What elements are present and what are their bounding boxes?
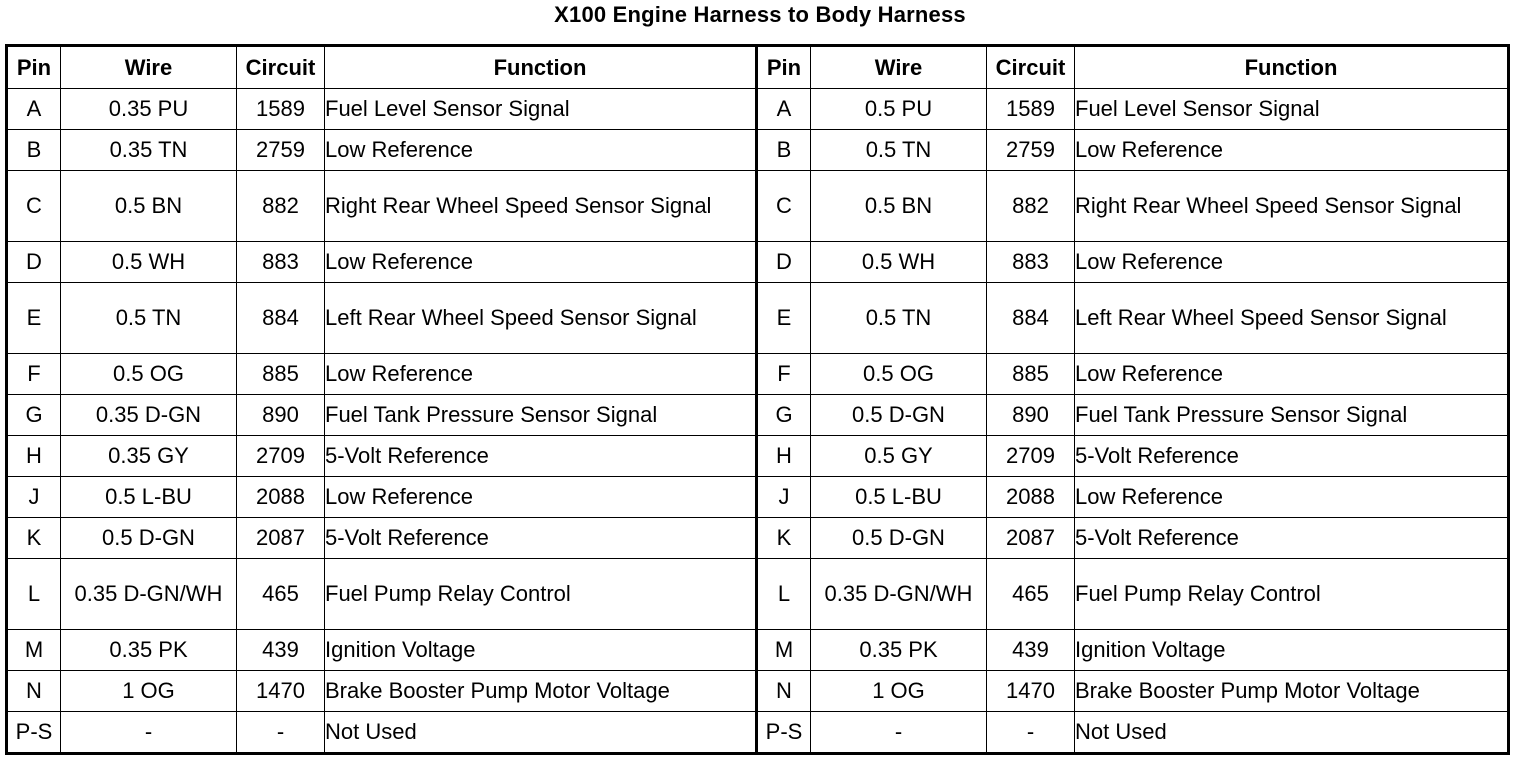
pin-cell: B <box>757 130 811 171</box>
wire-cell: 0.35 D-GN/WH <box>811 559 987 630</box>
circuit-cell: 885 <box>987 354 1075 395</box>
table-row <box>7 559 1509 630</box>
function-cell: Right Rear Wheel Speed Sensor Signal <box>325 171 757 242</box>
circuit-cell: - <box>237 712 325 754</box>
table-row <box>7 712 1509 754</box>
function-cell: Ignition Voltage <box>325 630 757 671</box>
header-function: Function <box>1075 46 1509 89</box>
wire-cell: 0.5 D-GN <box>811 518 987 559</box>
function-cell: Low Reference <box>1075 354 1509 395</box>
pin-cell: C <box>7 171 61 242</box>
wire-cell: 0.5 L-BU <box>61 477 237 518</box>
function-cell: Right Rear Wheel Speed Sensor Signal <box>1075 171 1509 242</box>
connector-pinout-table <box>5 44 1510 755</box>
circuit-cell: 1470 <box>237 671 325 712</box>
table-row <box>7 477 1509 518</box>
function-cell: Low Reference <box>325 477 757 518</box>
function-cell: Fuel Tank Pressure Sensor Signal <box>325 395 757 436</box>
table-row <box>7 171 1509 242</box>
wire-cell: 0.35 PU <box>61 89 237 130</box>
wire-cell: 0.35 PK <box>811 630 987 671</box>
wire-cell: 0.5 TN <box>811 283 987 354</box>
wire-cell: 0.35 D-GN <box>61 395 237 436</box>
header-function: Function <box>325 46 757 89</box>
function-cell: Low Reference <box>1075 130 1509 171</box>
pin-cell: M <box>757 630 811 671</box>
table-row <box>7 518 1509 559</box>
header-circuit: Circuit <box>237 46 325 89</box>
circuit-cell: 2088 <box>237 477 325 518</box>
circuit-cell: 890 <box>237 395 325 436</box>
pin-cell: E <box>757 283 811 354</box>
circuit-cell: 885 <box>237 354 325 395</box>
function-cell: Low Reference <box>1075 477 1509 518</box>
pin-cell: D <box>757 242 811 283</box>
wire-cell: 0.5 WH <box>61 242 237 283</box>
circuit-cell: 439 <box>987 630 1075 671</box>
table-row <box>7 354 1509 395</box>
wire-cell: 0.35 D-GN/WH <box>61 559 237 630</box>
wire-cell: 0.5 BN <box>61 171 237 242</box>
function-cell: Low Reference <box>325 354 757 395</box>
wire-cell: 0.35 PK <box>61 630 237 671</box>
wire-cell: 0.5 OG <box>61 354 237 395</box>
circuit-cell: 883 <box>987 242 1075 283</box>
function-cell: Fuel Pump Relay Control <box>1075 559 1509 630</box>
circuit-cell: 1589 <box>237 89 325 130</box>
header-row <box>7 46 1509 89</box>
circuit-cell: 2087 <box>987 518 1075 559</box>
circuit-cell: 884 <box>987 283 1075 354</box>
function-cell: Left Rear Wheel Speed Sensor Signal <box>325 283 757 354</box>
table-row <box>7 630 1509 671</box>
pin-cell: K <box>757 518 811 559</box>
function-cell: Not Used <box>1075 712 1509 754</box>
pin-cell: H <box>7 436 61 477</box>
circuit-cell: 890 <box>987 395 1075 436</box>
pin-cell: L <box>7 559 61 630</box>
pin-cell: A <box>757 89 811 130</box>
circuit-cell: 2759 <box>237 130 325 171</box>
pin-cell: D <box>7 242 61 283</box>
function-cell: Fuel Tank Pressure Sensor Signal <box>1075 395 1509 436</box>
table-row <box>7 242 1509 283</box>
circuit-cell: 884 <box>237 283 325 354</box>
table-row <box>7 130 1509 171</box>
function-cell: Brake Booster Pump Motor Voltage <box>1075 671 1509 712</box>
pin-cell: G <box>757 395 811 436</box>
circuit-cell: 2709 <box>987 436 1075 477</box>
pin-cell: C <box>757 171 811 242</box>
wire-cell: - <box>61 712 237 754</box>
pin-cell: B <box>7 130 61 171</box>
pin-cell: P-S <box>757 712 811 754</box>
header-wire: Wire <box>811 46 987 89</box>
wire-cell: 0.5 WH <box>811 242 987 283</box>
table-row <box>7 395 1509 436</box>
pin-cell: N <box>7 671 61 712</box>
circuit-cell: 882 <box>987 171 1075 242</box>
function-cell: Low Reference <box>325 130 757 171</box>
header-wire: Wire <box>61 46 237 89</box>
pin-cell: M <box>7 630 61 671</box>
pin-cell: F <box>757 354 811 395</box>
wire-cell: 0.5 L-BU <box>811 477 987 518</box>
circuit-cell: 2709 <box>237 436 325 477</box>
table-row <box>7 283 1509 354</box>
function-cell: 5-Volt Reference <box>1075 518 1509 559</box>
function-cell: Ignition Voltage <box>1075 630 1509 671</box>
circuit-cell: 2088 <box>987 477 1075 518</box>
header-circuit: Circuit <box>987 46 1075 89</box>
pin-cell: J <box>7 477 61 518</box>
wire-cell: 0.5 GY <box>811 436 987 477</box>
table-row <box>7 671 1509 712</box>
wire-cell: 0.5 TN <box>61 283 237 354</box>
table-title: X100 Engine Harness to Body Harness <box>554 2 966 27</box>
function-cell: Not Used <box>325 712 757 754</box>
wire-cell: - <box>811 712 987 754</box>
circuit-cell: 1589 <box>987 89 1075 130</box>
circuit-cell: 2087 <box>237 518 325 559</box>
wire-cell: 0.5 PU <box>811 89 987 130</box>
circuit-cell: 1470 <box>987 671 1075 712</box>
pin-cell: N <box>757 671 811 712</box>
wire-cell: 1 OG <box>811 671 987 712</box>
table-row <box>7 436 1509 477</box>
wire-cell: 0.35 GY <box>61 436 237 477</box>
wire-cell: 0.5 D-GN <box>61 518 237 559</box>
pin-cell: E <box>7 283 61 354</box>
circuit-cell: 2759 <box>987 130 1075 171</box>
pin-cell: L <box>757 559 811 630</box>
function-cell: Brake Booster Pump Motor Voltage <box>325 671 757 712</box>
pin-cell: H <box>757 436 811 477</box>
function-cell: Fuel Level Sensor Signal <box>1075 89 1509 130</box>
table-row <box>7 89 1509 130</box>
wire-cell: 0.5 BN <box>811 171 987 242</box>
circuit-cell: 465 <box>987 559 1075 630</box>
function-cell: 5-Volt Reference <box>325 436 757 477</box>
function-cell: Left Rear Wheel Speed Sensor Signal <box>1075 283 1509 354</box>
pin-cell: K <box>7 518 61 559</box>
function-cell: Low Reference <box>1075 242 1509 283</box>
pin-cell: A <box>7 89 61 130</box>
pin-cell: P-S <box>7 712 61 754</box>
wire-cell: 0.35 TN <box>61 130 237 171</box>
circuit-cell: 439 <box>237 630 325 671</box>
pin-cell: F <box>7 354 61 395</box>
header-pin: Pin <box>757 46 811 89</box>
wire-cell: 1 OG <box>61 671 237 712</box>
wire-cell: 0.5 OG <box>811 354 987 395</box>
header-pin: Pin <box>7 46 61 89</box>
function-cell: 5-Volt Reference <box>325 518 757 559</box>
table-body <box>7 89 1509 754</box>
pin-cell: G <box>7 395 61 436</box>
wire-cell: 0.5 D-GN <box>811 395 987 436</box>
circuit-cell: 883 <box>237 242 325 283</box>
wire-cell: 0.5 TN <box>811 130 987 171</box>
circuit-cell: 882 <box>237 171 325 242</box>
function-cell: Low Reference <box>325 242 757 283</box>
function-cell: 5-Volt Reference <box>1075 436 1509 477</box>
function-cell: Fuel Level Sensor Signal <box>325 89 757 130</box>
pin-cell: J <box>757 477 811 518</box>
circuit-cell: 465 <box>237 559 325 630</box>
function-cell: Fuel Pump Relay Control <box>325 559 757 630</box>
circuit-cell: - <box>987 712 1075 754</box>
